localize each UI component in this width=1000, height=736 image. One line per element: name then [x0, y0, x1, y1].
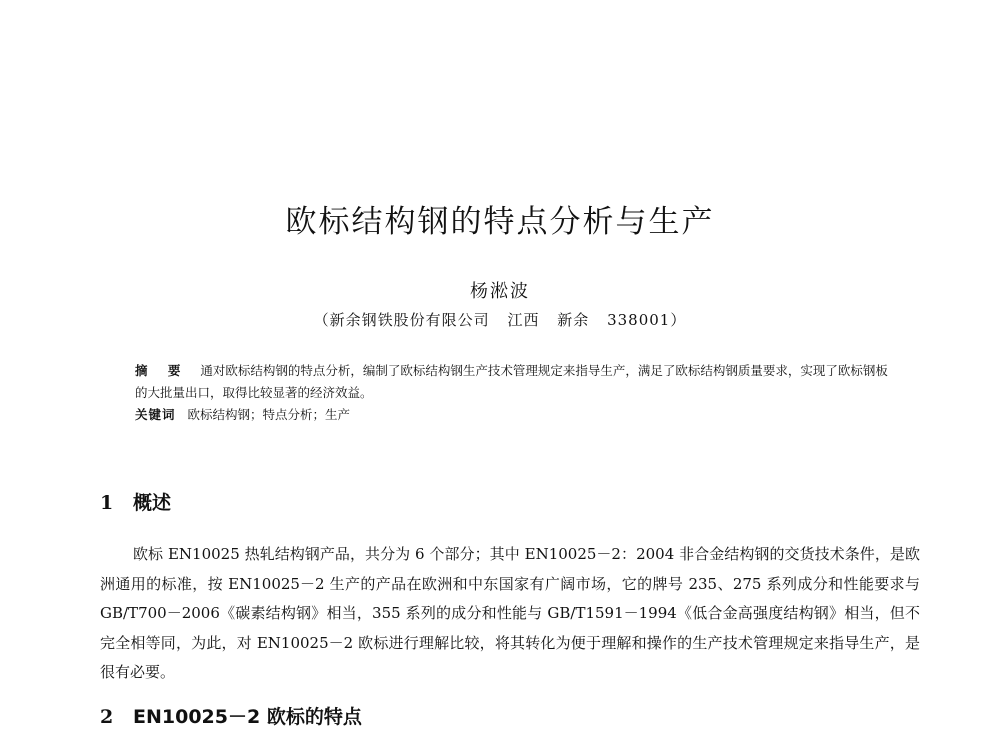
affiliation-city: 新余 [557, 311, 590, 329]
keywords [135, 404, 895, 426]
paragraph: 欧标 EN10025 热轧结构钢产品，共分为 6 个部分；其中 EN10025－2：2004 非合金结构钢的交货技术条件，是欧洲通用的标准，按 EN10025－2 生产的产品在欧洲和中东国家有广阔市场，它的牌号 235、275 系列成分和性能要求与 GB/T700－2006《碳素结构钢》相当，355 系列的成分和性能与 GB/T1591－1994《低合金高强度结构钢》相当，但不完全相等同，为此，对 EN10025－2 欧标进行理解比较，将其转化为便于理解和操作的生产技术管理规定来指导生产，是很有必要。 [100, 545, 920, 681]
abstract [135, 360, 895, 404]
keywords-text: 欧标结构钢；特点分析；生产 [187, 407, 351, 422]
affiliation [0, 309, 1000, 330]
section-heading-1 [100, 488, 171, 515]
keywords-label: 关键词 [135, 407, 176, 422]
section-heading-2 [100, 702, 362, 729]
affiliation-postcode: 338001） [607, 311, 687, 329]
paper-title: 欧标结构钢的特点分析与生产 [285, 204, 715, 240]
author-name: 杨淞波 [470, 281, 530, 302]
abstract-block [135, 360, 895, 426]
affiliation-province: 江西 [507, 311, 540, 329]
section-title: EN10025－2 欧标的特点 [133, 706, 362, 728]
section-number: 2 [100, 706, 114, 728]
abstract-text: 通对欧标结构钢的特点分析，编制了欧标结构钢生产技术管理规定来指导生产，满足了欧标结构钢质量要求，实现了欧标钢板的大批量出口，取得比较显著的经济效益。 [135, 363, 888, 400]
section-number: 1 [100, 492, 114, 514]
affiliation-org: （新余钢铁股份有限公司 [313, 311, 490, 329]
abstract-label: 摘 要 [135, 363, 189, 378]
section-1-body [100, 540, 920, 688]
section-title: 概述 [133, 492, 172, 514]
